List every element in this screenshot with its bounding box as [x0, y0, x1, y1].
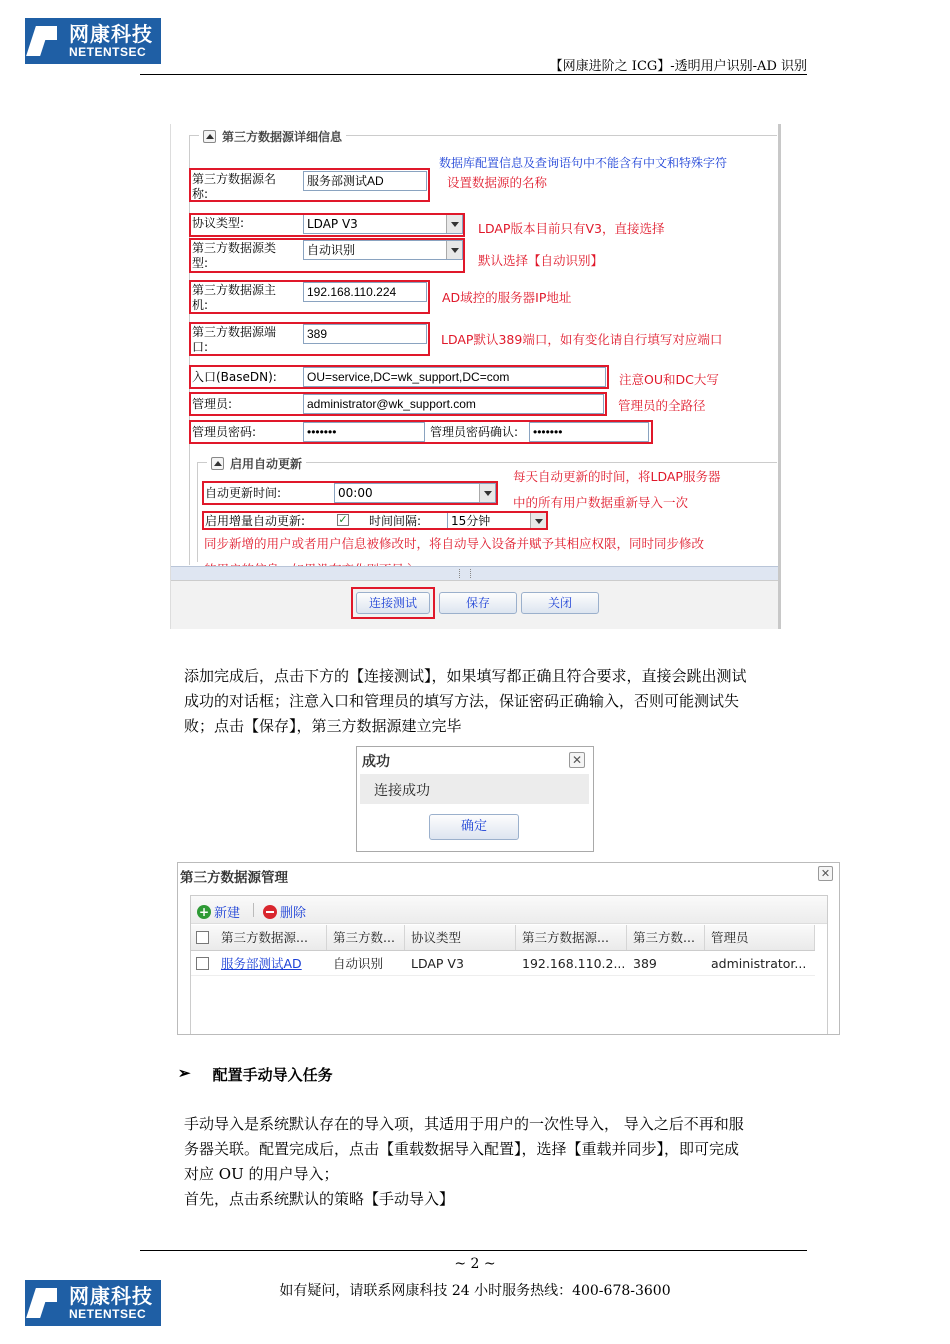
delete-button[interactable] [263, 902, 306, 921]
company-logo [25, 18, 161, 64]
auto-update-title: 启用自动更新 [230, 457, 303, 471]
manager-panel [190, 895, 828, 1035]
highlight-name [189, 168, 430, 202]
paragraph-line: 添加完成后，点击下方的【连接测试】，如果填写都正确且符合要求，直接会跳出测试 [184, 667, 747, 685]
form-button-bar [171, 580, 779, 629]
host-input[interactable]: 192.168.110.224 [303, 282, 427, 302]
new-label: 新建 [214, 906, 241, 921]
logo-en-text: NETENTSEC [69, 45, 147, 59]
fieldset-legend[interactable] [199, 128, 346, 145]
toolbar-separator [253, 903, 254, 917]
paragraph-line: 务器关联。配置完成后，点击【重载数据导入配置】，选择【重载并同步】，即可完成 [184, 1140, 740, 1158]
type-value: 自动识别 [307, 243, 356, 257]
incremental-label: 启用增量自动更新: [205, 514, 306, 528]
auto-update-legend[interactable] [207, 455, 306, 472]
highlight-admin [189, 392, 607, 416]
logo-cn-text: 网康科技 [69, 1284, 153, 1308]
note-admin: 管理员的全路径 [618, 398, 706, 413]
dialog-message: 连接成功 [374, 783, 430, 799]
dialog-title: 成功 [362, 754, 390, 770]
logo-mark-icon [25, 18, 65, 64]
auto-update-border [197, 462, 198, 562]
protocol-cell: LDAP V3 [411, 956, 464, 971]
paragraph-line: 首先，点击系统默认的策略【手动导入】 [184, 1190, 455, 1208]
manager-title: 第三方数据源管理 [180, 870, 288, 886]
save-button[interactable]: 保存 [439, 592, 517, 614]
note-host: AD域控的服务器IP地址 [442, 290, 572, 305]
interval-value: 15分钟 [451, 514, 491, 528]
column-header[interactable]: 第三方数据源... [215, 925, 327, 950]
paragraph-line: 对应 OU 的用户导入； [184, 1165, 339, 1183]
horizontal-scrollbar[interactable] [171, 566, 779, 580]
paragraph-line: 成功的对话框；注意入口和管理员的填写方法，保证密码正确输入，否则可能测试失 [184, 692, 740, 710]
document-title: 【网康进阶之 ICG】-透明用户识别-AD 识别 [549, 59, 807, 74]
row-checkbox[interactable] [196, 957, 209, 970]
update-time-label: 自动更新时间: [205, 486, 282, 500]
section-heading [178, 1064, 333, 1085]
port-label: 第三方数据源端口: [192, 325, 277, 354]
port-input[interactable]: 389 [303, 324, 427, 344]
data-source-form-screenshot [170, 124, 781, 629]
column-header[interactable]: 第三方数据源... [516, 925, 627, 950]
fieldset-title: 第三方数据源详细信息 [222, 130, 343, 144]
header-divider [140, 74, 807, 75]
grid-header [191, 925, 815, 951]
admin-cell: administrator... [711, 956, 807, 971]
host-cell: 192.168.110.2... [522, 956, 626, 971]
highlight-host [189, 280, 430, 314]
footer-divider [140, 1250, 807, 1251]
success-dialog [356, 746, 594, 852]
highlight-type [189, 238, 465, 273]
scrollbar-grip[interactable] [459, 569, 471, 578]
data-source-type-cell: 自动识别 [333, 956, 384, 971]
highlight-test-button [351, 587, 435, 619]
update-time-value: 00:00 [338, 486, 373, 500]
paragraph-line: 败；点击【保存】，第三方数据源建立完毕 [184, 717, 462, 735]
password-confirm-label: 管理员密码确认: [430, 425, 519, 439]
select-all-checkbox[interactable] [196, 931, 209, 944]
data-source-name-link[interactable]: 服务部测试AD [221, 956, 302, 971]
delete-icon [263, 905, 277, 919]
protocol-value: LDAP V3 [307, 217, 358, 231]
support-hotline: 如有疑问，请联系网康科技 24 小时服务热线：400-678-3600 [279, 1283, 671, 1299]
highlight-incremental [202, 511, 548, 530]
basedn-input[interactable]: OU=service,DC=wk_support,DC=com [303, 367, 606, 387]
password-label: 管理员密码: [192, 425, 257, 439]
note-port: LDAP默认389端口，如有变化请自行填写对应端口 [441, 332, 723, 347]
delete-label: 删除 [280, 906, 307, 921]
dialog-message-bar [360, 774, 589, 804]
password-input[interactable]: ••••••• [303, 422, 425, 442]
highlight-password [189, 420, 653, 444]
ok-button[interactable]: 确定 [429, 814, 519, 840]
port-cell: 389 [633, 956, 657, 971]
logo-cn-text: 网康科技 [69, 22, 153, 46]
name-input[interactable]: 服务部测试AD [303, 171, 427, 191]
host-label: 第三方数据源主机: [192, 283, 277, 312]
test-connection-button[interactable]: 连接测试 [356, 592, 430, 614]
type-label: 第三方数据源类型: [192, 241, 277, 270]
collapse-icon[interactable] [211, 457, 224, 470]
column-header[interactable]: 协议类型 [405, 925, 516, 950]
add-icon: + [198, 904, 210, 919]
paragraph-line: 手动导入是系统默认存在的导入项，其适用于用户的一次性导入， 导入之后不再和服 [184, 1115, 744, 1133]
note-protocol: LDAP版本目前只有V3，直接选择 [478, 221, 665, 236]
note-type: 默认选择【自动识别】 [478, 253, 604, 268]
close-button[interactable]: 关闭 [521, 592, 599, 614]
note-auto-1: 每天自动更新的时间，将LDAP服务器 [513, 469, 721, 484]
manager-toolbar [191, 896, 827, 924]
note-sync-1: 同步新增的用户或者用户信息被修改时，将自动导入设备并赋予其相应权限，同时同步修改 [204, 536, 705, 551]
note-name: 设置数据源的名称 [447, 175, 548, 190]
close-icon[interactable]: ✕ [818, 866, 833, 881]
incremental-checkbox[interactable]: ✓ [338, 513, 348, 526]
column-header[interactable]: 第三方数... [627, 925, 705, 950]
highlight-update-time [202, 481, 498, 505]
data-source-manager-window [177, 862, 840, 1035]
close-icon[interactable]: ✕ [569, 752, 585, 768]
collapse-icon[interactable] [203, 130, 216, 143]
paragraph-manual-import [184, 1112, 806, 1212]
note-auto-2: 中的所有用户数据重新导入一次 [513, 495, 689, 510]
section-title: 配置手动导入任务 [212, 1066, 333, 1084]
admin-input[interactable]: administrator@wk_support.com [303, 394, 604, 414]
paragraph-connection-test [184, 664, 806, 739]
name-label: 第三方数据源名称: [192, 172, 277, 201]
password-confirm-input[interactable]: ••••••• [529, 422, 649, 442]
note-basedn: 注意OU和DC大写 [619, 372, 719, 387]
column-header[interactable]: 管理员 [705, 925, 815, 950]
logo-en-text: NETENTSEC [69, 1307, 147, 1321]
highlight-basedn [189, 365, 609, 389]
highlight-port [189, 322, 430, 356]
column-header[interactable]: 第三方数... [327, 925, 405, 950]
basedn-label: 入口(BaseDN): [192, 370, 277, 384]
new-button[interactable] [197, 902, 240, 921]
admin-label: 管理员: [192, 397, 233, 411]
page-number: ~ 2 ~ [454, 1256, 496, 1272]
note-no-special-chars: 数据库配置信息及查询语句中不能含有中文和特殊字符 [439, 156, 728, 170]
interval-label: 时间间隔: [369, 514, 422, 528]
highlight-protocol [189, 213, 465, 237]
table-row[interactable] [191, 952, 815, 976]
protocol-label: 协议类型: [192, 216, 245, 230]
bullet-arrow-icon: ➢ [178, 1064, 191, 1082]
